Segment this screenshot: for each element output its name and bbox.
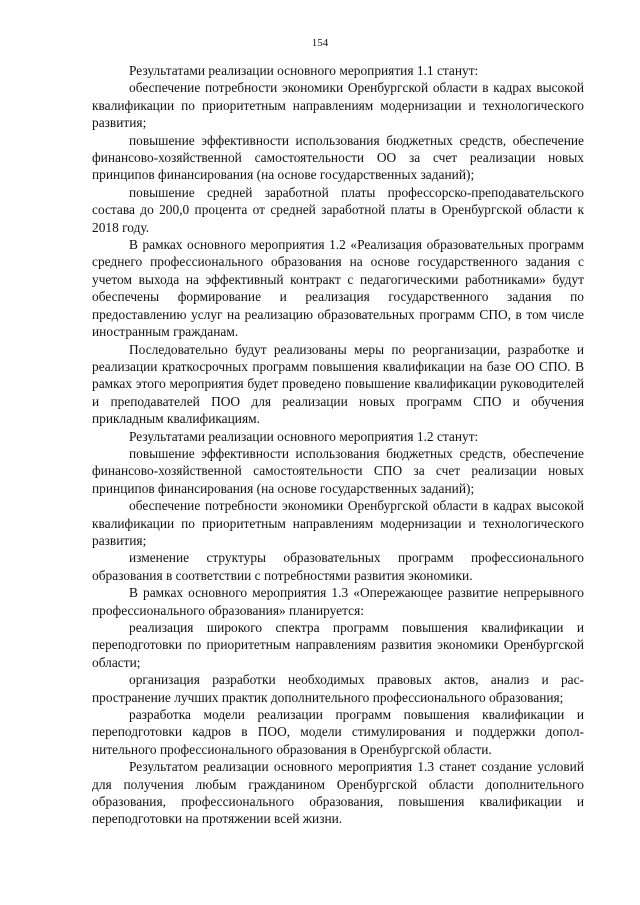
paragraph: Результатом реализации основного мероприятия 1.3 станет создание условий для получения любым гражданином Оренбургской области дополнительного образования, профессионального образования, повышения квалификации и переподготовки на протяжении всей жизни. (92, 759, 584, 827)
paragraph: обеспечение потребности экономики Оренбургской области в кадрах высокой квалификации по приоритетным направлениям модернизации и технологического развития; (92, 80, 584, 131)
paragraph: повышение эффективности использования бюджетных средств, обеспечение финансово-хозяйственной самостоятельности ОО за счет реализации новых принципов финансирования (на основе государственных заданий); (92, 132, 584, 183)
paragraph: Последовательно будут реализованы меры по реорганизации, разработке и реализации краткосрочных программ повышения квалификации на базе ОО СПО. В рамках этого мероприятия будет проведено повышение квалификации руководителей и преподавателей ПОО для реализации новых программ СПО и обучения прикладным квалификациям. (92, 341, 584, 427)
paragraph: В рамках основного мероприятия 1.2 «Реализация образовательных программ среднего профессионального образования на основе государственного задания с учетом выхода на эффективный контракт с педагогическими работниками» будут обеспечены формирование и реализация государственного задания по предоставлению услуг на реализацию образовательных программ СПО, в том числе иностранным гражданам. (92, 237, 584, 340)
page-number: 154 (311, 37, 329, 49)
paragraph: организация разработки необходимых правовых актов, анализ и распространение лучших практик дополнительного профессионального образования; (92, 672, 584, 705)
paragraph: изменение структуры образовательных программ профессионального образования в соответствии с потребностями развития экономики. (92, 550, 584, 583)
paragraph: реализация широкого спектра программ повышения квалификации и переподготовки по приоритетным направлениям развития экономики Оренбургской области; (92, 620, 584, 670)
paragraph: В рамках основного мероприятия 1.3 «Опережающее развитие непрерывного профессионального образования» планируется: (92, 585, 584, 618)
paragraph: повышение средней заработной платы профессорско-преподавательского состава до 200,0 процента от средней заработной платы в Оренбургской области к 2018 году. (92, 184, 584, 235)
paragraph: Результатами реализации основного мероприятия 1.2 станут: (129, 428, 479, 444)
paragraph: обеспечение потребности экономики Оренбургской области в кадрах высокой квалификации по приоритетным направлениям модернизации и технологического развития; (92, 498, 584, 548)
paragraph: повышение эффективности использования бюджетных средств, обеспечение финансово-хозяйственной самостоятельности СПО за счет реализации новых принципов финансирования (на основе государственных заданий); (92, 445, 584, 496)
document-body (92, 62, 584, 828)
paragraph: Результатами реализации основного мероприятия 1.1 станут: (129, 63, 479, 78)
paragraph: разработка модели реализации программ повышения квалификации и переподготовки кадров в ПОО, модели стимулирования и поддержки дополнительного профессионального образования в Оренбургской области. (92, 707, 584, 757)
